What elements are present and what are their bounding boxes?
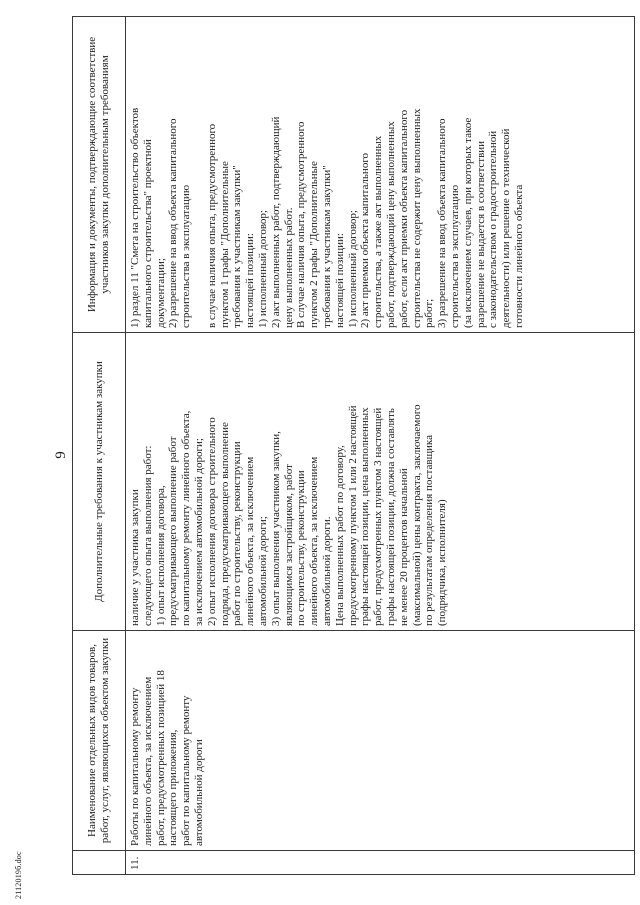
row-number: 11. [126,851,635,875]
text-line: строительства, а также акт выполненных [372,135,385,328]
table-body [126,17,635,875]
text-line: следующего опыта выполнения работ: [141,445,154,626]
cell-name [126,631,635,851]
table-row [126,17,635,875]
text-line: не менее 20 процентов начальной [397,468,410,626]
requirements-table [72,16,635,875]
text-line: 3) опыт выполнения участником закупки, [269,431,282,626]
text-line: (за исключением случаев, при которых такое [461,117,474,328]
text-line: подряда, предусматривающего выполнение [218,422,231,626]
text-line: работ по капитальному ремонту [180,695,193,846]
text-line: являющимся застройщиком, работ [282,464,295,626]
text-line: линейного объекта, за исключением [308,456,321,626]
text-line: работ; [423,298,436,328]
text-line: 3) разрешение на ввод объекта капитального [436,118,449,328]
text-line: готовности линейного объекта [512,184,525,328]
text-line: за исключением автомобильной дороги; [192,438,205,626]
header-documents: Информация и документы, подтверждающие соответствие участников закупки дополнительным требованиям [73,17,126,333]
text-line: 2) разрешение на ввод объекта капитального [167,118,180,328]
header-name: Наименование отдельных видов товаров, работ, услуг, являющихся объектом закупки [73,631,126,851]
text-line: предусмотренному пунктом 1 или 2 настоящей [346,405,359,626]
text-line: (максимальной) цены контракта, заключаемого [410,404,423,626]
text-line: работ, предусмотренных пунктом 3 настоящей [372,407,385,626]
text-line: деятельности) или решение о технической [500,128,513,328]
text-line: линейного объекта, за исключением [141,676,154,846]
text-line: цену выполненных работ. [282,207,295,328]
text-line: разрешение не выдается в соответствии [474,140,487,328]
text-line: документации; [154,258,167,328]
text-line: автомобильной дороги. [320,516,333,626]
document-code: 2112019б.doc [14,851,23,899]
text-line: настоящей позиции: [333,233,346,328]
text-line: графы настоящей позиции, должна составлять [384,408,397,626]
text-line: 1) исполненный договор; [256,210,269,328]
table-header-row [73,17,126,875]
text-line: работ, предусмотренных позицией 18 [154,670,167,846]
text-line: с законодательством о градостроительной [487,130,500,328]
text-line: по капитальному ремонту линейного объекта, [180,410,193,626]
page-number: 9 [53,451,69,459]
text-line: по результатам определения поставщика [423,435,436,626]
text-line: по строительству, реконструкции [295,470,308,626]
text-line: строительства в эксплуатацию [448,184,461,328]
text-line: Работы по капитальному ремонту [129,687,141,846]
text-line: требования к участникам закупки" [320,165,333,328]
text-line: работ по строительству, реконструкции [231,441,244,626]
text-line: В случае наличия опыта, предусмотренного [295,121,308,328]
text-line: автомобильной дороги [192,739,205,846]
text-line: пунктом 2 графы "Дополнительные [308,161,321,328]
cell-documents [126,17,635,333]
text-line: настоящего приложения, [167,729,180,846]
text-line: наличие у участника закупки [129,489,141,626]
text-line: предусматривающего выполнение работ [167,436,180,626]
text-line: строительства в эксплуатацию [180,184,193,328]
text-line: настоящей позиции: [244,233,257,328]
text-line: графы настоящей позиции, цена выполненных [359,407,372,626]
text-line: работ, подтверждающий цену выполненных [384,121,397,328]
text-line: 2) акт выполненных работ, подтверждающий [269,116,282,328]
text-line [193,21,206,328]
cell-requirements [126,333,635,631]
header-requirements: Дополнительные требования к участникам закупки [73,333,126,631]
text-line: 2) опыт исполнения договора строительного [205,417,218,626]
text-line: пунктом 1 графы "Дополнительные [218,161,231,328]
text-line: 1) опыт исполнения договора, [154,485,167,626]
text-line: 1) исполненный договор; [346,210,359,328]
text-line: строительства не содержит цену выполненных [410,108,423,328]
text-line: работ, если акт приемки объекта капитального [397,109,410,328]
text-line: в случае наличия опыта, предусмотренного [205,123,218,328]
text-line: 1) раздел 11 "Смета на строительство объектов [129,107,141,328]
text-line: линейного объекта, за исключением [244,456,257,626]
text-line: автомобильной дороги; [256,516,269,626]
text-line: капитального строительства" проектной [141,139,154,328]
text-line: требования к участникам закупки" [231,165,244,328]
header-number [73,851,126,875]
text-line: 2) акт приемки объекта капитального [359,152,372,328]
text-line: Цена выполненных работ по договору, [333,445,346,626]
text-line: (подрядчика, исполнителя) [436,499,449,626]
